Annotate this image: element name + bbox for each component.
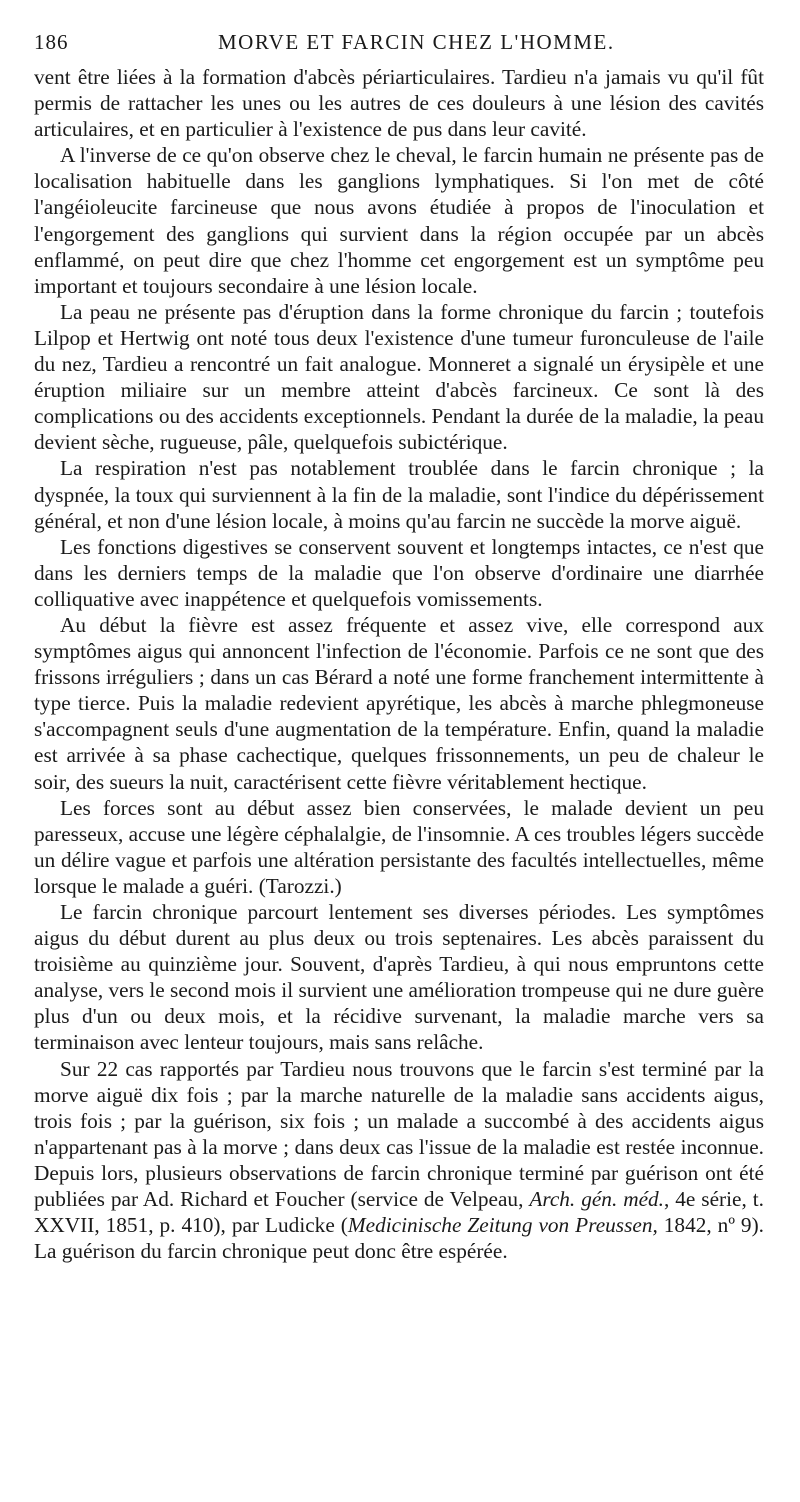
paragraph-9-text-a: Sur 22 cas rapportés par Tardieu nous trouvons que le farcin s'est terminé par la morve aiguë dix fois ; par la marche naturelle de la maladie sans accidents aigus, trois fois ; par la guérison, six fois ; un malade a succombé à des accidents aigus n'appartenant pas à la morve ; dans deux cas l'issue de la maladie est restée inconnue. Depuis lors, plusieurs observations de farcin chronique terminé par guérison ont été publiées par Ad. Richard et Foucher (service de Velpeau, (34, 1056, 764, 1212)
paragraph-2: A l'inverse de ce qu'on observe chez le cheval, le farcin humain ne présente pas de localisation habituelle dans les ganglions lymphatiques. Si l'on met de côté l'angéioleucite farcineuse que nous avons étudiée à propos de l'inoculation et l'engorgement des ganglions qui survient dans la région occupée par un abcès enflammé, on peut dire que chez l'homme cet engorgement est un symptôme peu important et toujours secondaire à une lésion locale. (34, 143, 764, 298)
book-page (34, 30, 764, 1264)
paragraph-5: Les fonctions digestives se conservent souvent et longtemps intactes, ce n'est que dans les derniers temps de la maladie que l'on observe d'ordinaire une diarrhée colliquative avec inappétence et quelquefois vomissements. (34, 534, 764, 611)
paragraph-6: Au début la fièvre est assez fréquente et assez vive, elle correspond aux symptômes aigus qui annoncent l'infection de l'économie. Parfois ce ne sont que des frissons irréguliers ; dans un cas Bérard a noté une forme franchement intermittente à type tierce. Puis la maladie redevient apyrétique, les abcès à marche phlegmoneuse s'accompagnent seuls d'une augmentation de la température. Enfin, quand la maladie est arrivée à sa phase cachectique, quelques frissonnements, un peu de chaleur le soir, des sueurs la nuit, caractérisent cette fièvre véritablement hectique. (34, 612, 764, 794)
body-text (34, 64, 764, 1264)
paragraph-9-text-b: , 4e série, t. XXVII, 1851, p. 410), par Ludicke ( (34, 1187, 765, 1238)
paragraph-3: La peau ne présente pas d'éruption dans la forme chronique du farcin ; toutefois Lilpop et Hertwig ont noté tous deux l'existence d'une tumeur furonculeuse de l'aile du nez, Tardieu a rencontré un fait analogue. Monneret a signalé un érysipèle et une éruption miliaire sur un membre atteint d'abcès farcineux. Ce sont là des complications ou des accidents exceptionnels. Pendant la durée de la maladie, la peau devient sèche, rugueuse, pâle, quelquefois subictérique. (34, 299, 764, 455)
paragraph-8: Le farcin chronique parcourt lentement ses diverses périodes. Les symptômes aigus du début durent au plus deux ou trois septenaires. Les abcès paraissent du troisième au quinzième jour. Souvent, d'après Tardieu, à qui nous empruntons cette analyse, vers le second mois il survient une amélioration trompeuse qui ne dure guère plus d'un ou deux mois, et la récidive survenant, la maladie marche vers sa terminaison avec lenteur toujours, mais sans relâche. (34, 900, 764, 1055)
citation-arch-gen-med: Arch. gén. méd. (529, 1187, 665, 1212)
paragraph-9-text-c: 1842, nº 9). La guérison du farcin chronique peut donc être espérée. (34, 1213, 764, 1264)
page-header (34, 30, 764, 64)
running-head: MORVE ET FARCIN CHEZ L'HOMME. (218, 30, 615, 54)
citation-medicinische-zeitung: Medicinische Zeitung von Preussen, (347, 1213, 658, 1238)
paragraph-4: La respiration n'est pas notablement troublée dans le farcin chronique ; la dyspnée, la toux qui surviennent à la fin de la maladie, sont l'indice du dépérissement général, et non d'une lésion locale, à moins qu'au farcin ne succède la morve aiguë. (34, 456, 764, 533)
page-number: 186 (34, 30, 69, 54)
paragraph-9 (34, 1056, 764, 1265)
paragraph-7: Les forces sont au début assez bien conservées, le malade devient un peu paresseux, accuse une légère céphalalgie, de l'insomnie. A ces troubles légers succède un délire vague et parfois une altération persistante des facultés intellectuelles, même lorsque le malade a guéri. (Tarozzi.) (34, 795, 765, 898)
paragraph-1: vent être liées à la formation d'abcès périarticulaires. Tardieu n'a jamais vu qu'il fût permis de rattacher les unes ou les autres de ces douleurs à une lésion des cavités articulaires, et en particulier à l'existence de pus dans leur cavité. (34, 65, 764, 142)
